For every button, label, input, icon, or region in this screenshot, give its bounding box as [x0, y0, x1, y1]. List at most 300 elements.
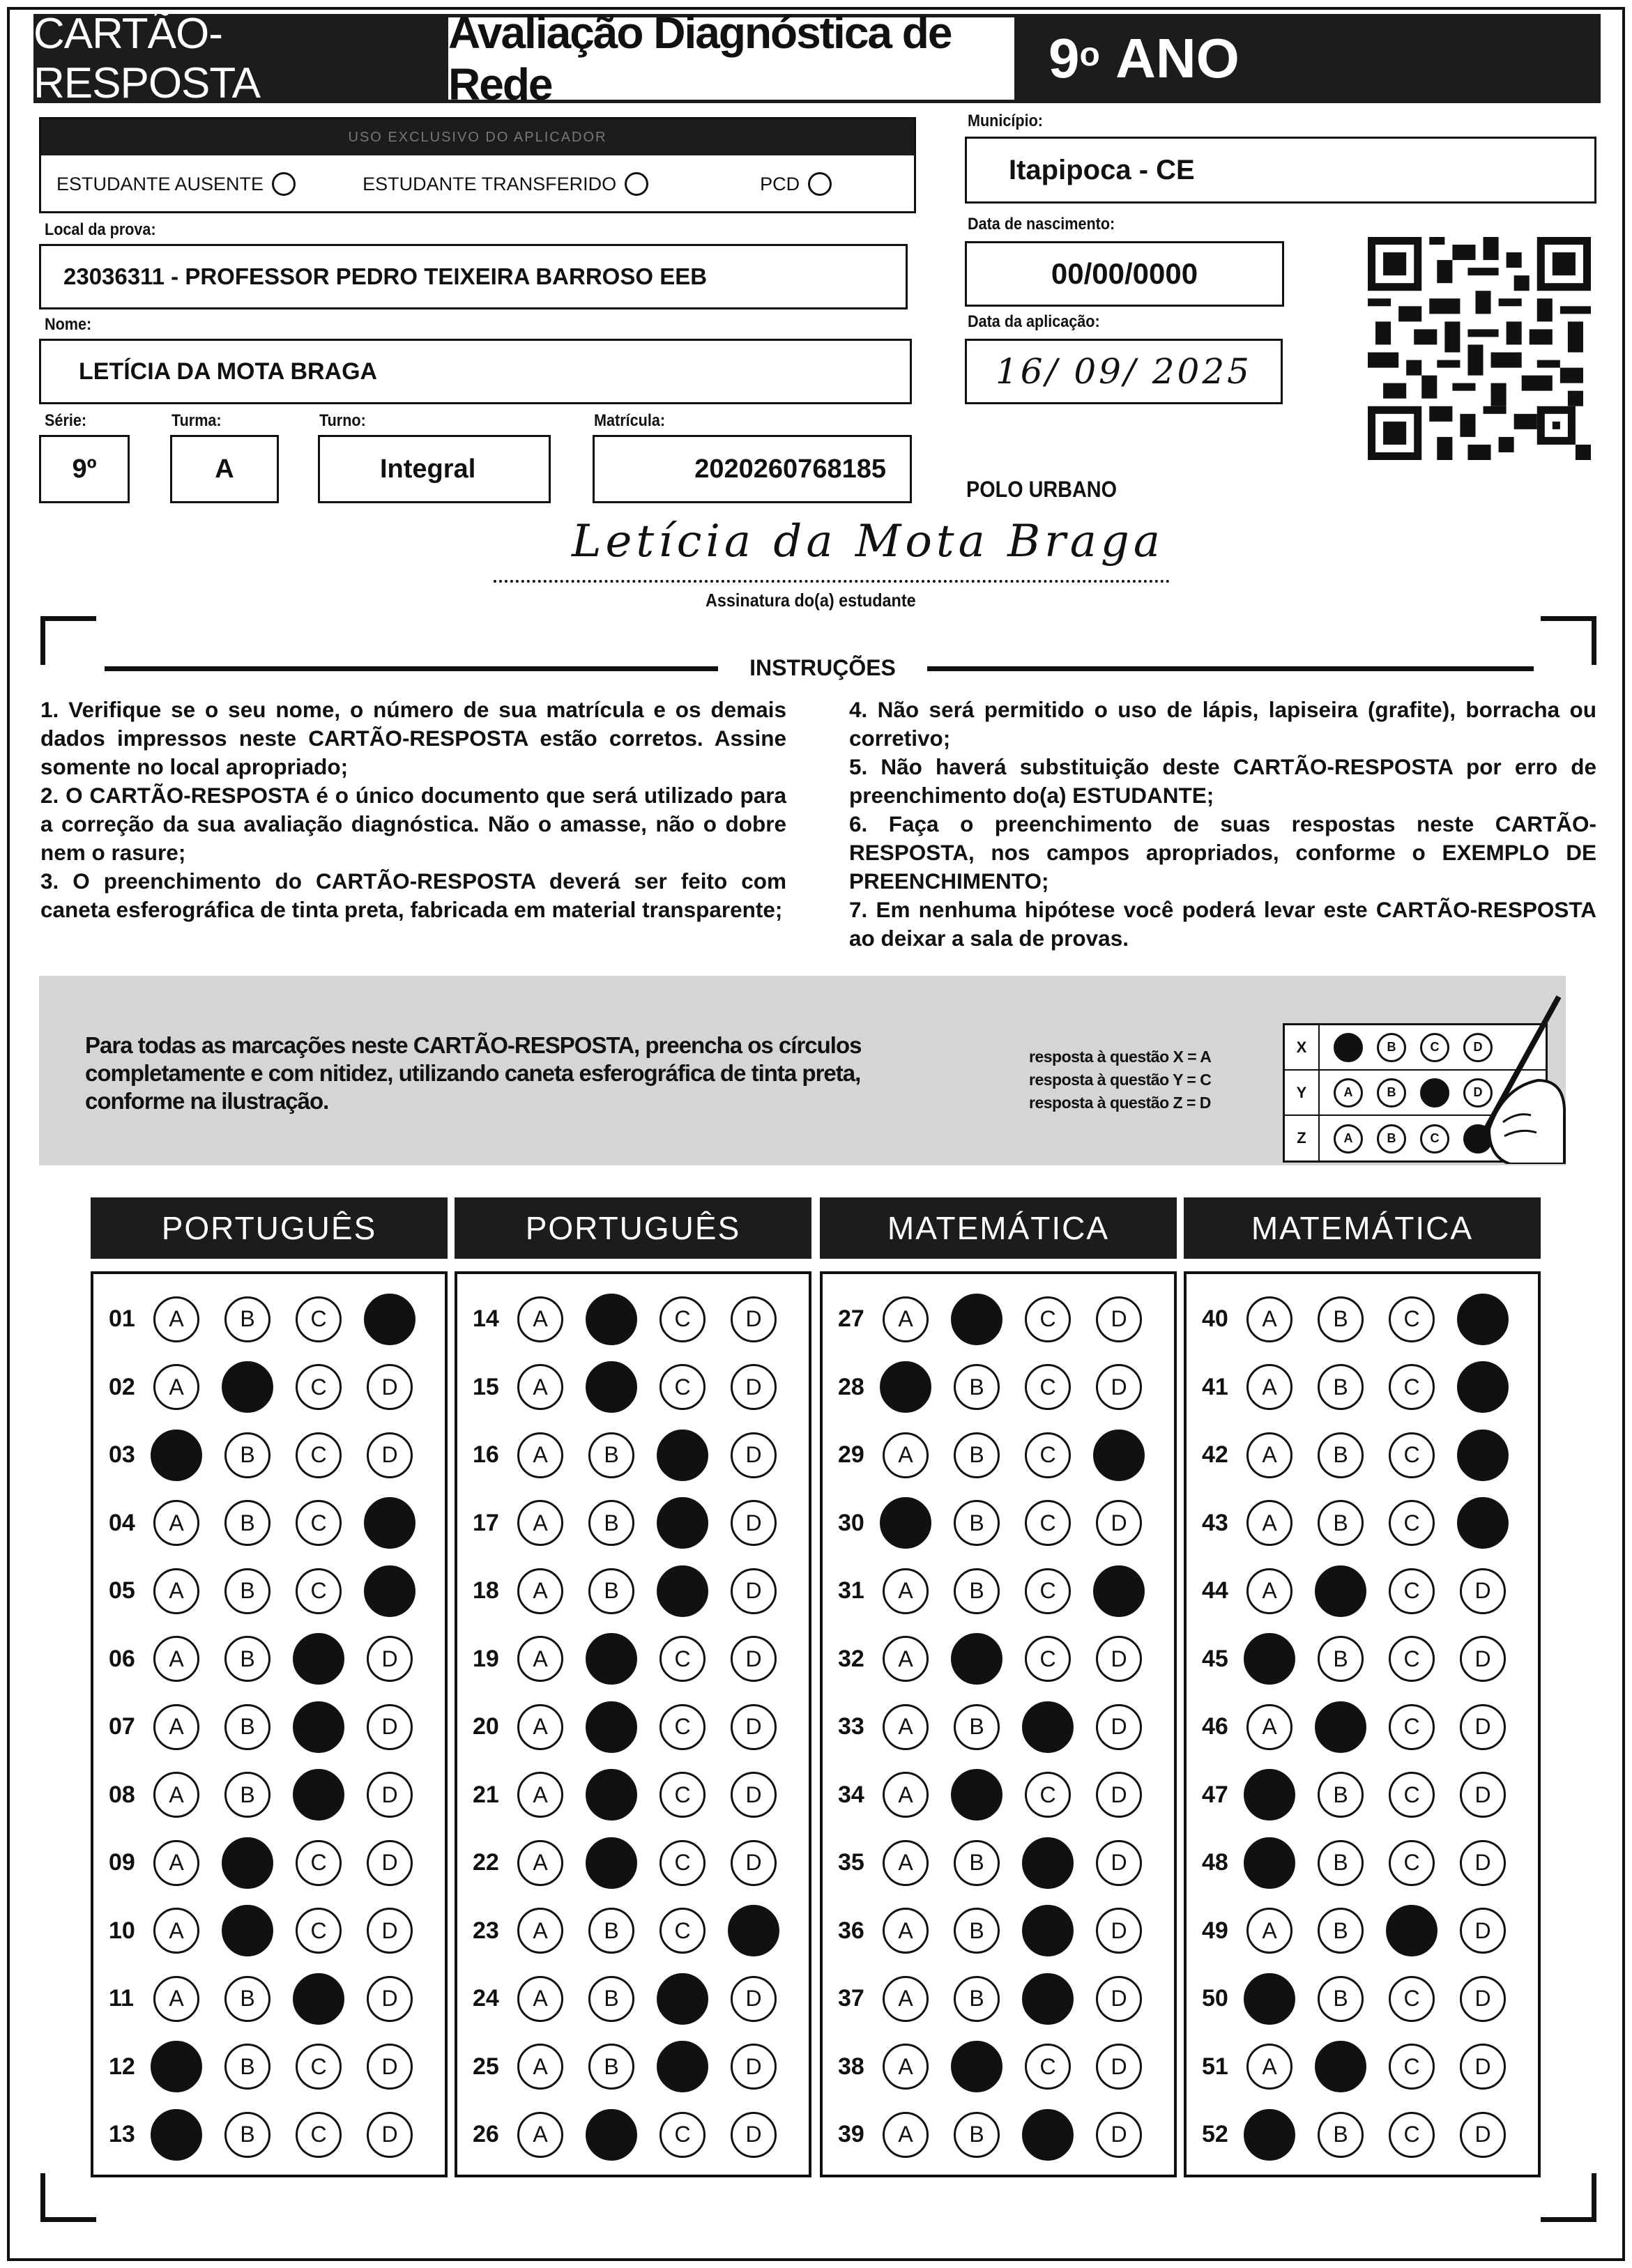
answer-bubble-b[interactable]: B: [954, 1976, 1000, 2022]
polo-text: POLO URBANO: [966, 477, 1117, 502]
answer-bubble-c[interactable]: C: [293, 1973, 344, 2025]
answer-bubble-b[interactable]: B: [1318, 1432, 1364, 1478]
answer-bubble-a[interactable]: A: [517, 1432, 563, 1478]
aplicacao-label: Data da aplicação:: [968, 312, 1100, 331]
answer-bubble-c[interactable]: C: [296, 1568, 342, 1614]
question-number: 38: [838, 2053, 864, 2080]
answer-bubble-c[interactable]: C: [1389, 2044, 1435, 2090]
answer-bubble-d[interactable]: D: [1457, 1294, 1509, 1345]
question-row: [823, 1354, 1174, 1422]
answer-bubble-b[interactable]: B: [951, 2041, 1002, 2092]
question-row: [1187, 1421, 1538, 1489]
answer-bubble-a[interactable]: A: [1246, 1432, 1292, 1478]
answer-bubble-a[interactable]: A: [883, 1296, 929, 1342]
answer-bubble-b[interactable]: B: [224, 1772, 270, 1818]
answer-bubble-b[interactable]: B: [224, 1432, 270, 1478]
question-number: 02: [109, 1373, 135, 1400]
name-label: Nome:: [45, 315, 92, 334]
answer-bubble-d[interactable]: D: [1460, 1840, 1506, 1886]
answer-bubble-d[interactable]: D: [731, 2044, 777, 2090]
answer-bubble-d[interactable]: D: [1096, 1908, 1142, 1954]
answer-bubble-b[interactable]: B: [586, 1361, 637, 1413]
answer-bubble-d[interactable]: D: [1460, 1908, 1506, 1954]
answer-bubble-d[interactable]: D: [731, 1840, 777, 1886]
answer-bubble-a[interactable]: A: [153, 1704, 199, 1750]
instruction-3: 3. O preenchimento do CARTÃO-RESPOSTA deverá ser feito com caneta esferográfica de tinta preta, fabricada em material transparente;: [40, 868, 786, 922]
applicator-box: [39, 117, 916, 213]
answer-bubble-d[interactable]: D: [1457, 1430, 1509, 1481]
answer-section: [455, 1197, 811, 2177]
answer-bubble-b[interactable]: B: [951, 1769, 1002, 1821]
answer-bubble-b[interactable]: B: [954, 1568, 1000, 1614]
question-row: [1187, 1489, 1538, 1558]
answer-bubble-a[interactable]: A: [517, 1568, 563, 1614]
answer-bubble-d[interactable]: D: [1096, 2044, 1142, 2090]
instructions-title: INSTRUÇÕES: [749, 655, 896, 680]
question-number: 25: [473, 2053, 499, 2080]
answer-bubble-a[interactable]: A: [517, 1500, 563, 1546]
answer-bubble-c[interactable]: C: [657, 1973, 708, 2025]
answer-bubble-b[interactable]: B: [588, 1432, 634, 1478]
answer-bubble-d[interactable]: D: [367, 1908, 413, 1954]
answer-bubble-d[interactable]: D: [367, 1636, 413, 1682]
answer-bubble-b[interactable]: B: [1318, 2112, 1364, 2158]
answer-bubble-b[interactable]: B: [588, 1908, 634, 1954]
answer-bubble-b[interactable]: B: [224, 1296, 270, 1342]
answer-bubble-b[interactable]: B: [1318, 1500, 1364, 1546]
answer-bubble-c[interactable]: C: [1025, 1296, 1071, 1342]
answer-bubble-b[interactable]: B: [954, 1704, 1000, 1750]
answer-bubble-c[interactable]: C: [1025, 1500, 1071, 1546]
answer-section: [820, 1197, 1177, 2177]
answer-bubble-a[interactable]: A: [883, 1704, 929, 1750]
answer-bubble-b[interactable]: B: [1315, 1565, 1366, 1617]
answer-bubble-b[interactable]: B: [954, 2112, 1000, 2158]
question-row: [823, 1829, 1174, 1897]
question-row: [93, 1625, 445, 1694]
answer-bubble-c[interactable]: C: [657, 1497, 708, 1549]
answer-bubble-a[interactable]: A: [1246, 1500, 1292, 1546]
question-number: 47: [1202, 1781, 1228, 1808]
example-bubble-b: B: [1377, 1124, 1406, 1154]
answer-bubble-a[interactable]: A: [883, 1908, 929, 1954]
answer-bubble-b[interactable]: B: [224, 2044, 270, 2090]
answer-bubble-d[interactable]: D: [367, 1432, 413, 1478]
question-row: [457, 1285, 809, 1354]
serie-field: 9º: [39, 435, 130, 503]
answer-bubble-c[interactable]: C: [293, 1769, 344, 1821]
question-row: [823, 2033, 1174, 2101]
corner-top-left: [40, 616, 96, 665]
answer-bubble-c[interactable]: C: [296, 1500, 342, 1546]
answer-bubble-c[interactable]: C: [1022, 1837, 1074, 1889]
answer-bubble-c[interactable]: C: [1389, 1432, 1435, 1478]
answer-bubble-c[interactable]: C: [659, 1772, 706, 1818]
question-row: [823, 1761, 1174, 1830]
answer-bubble-c[interactable]: C: [1025, 1636, 1071, 1682]
answer-bubble-a[interactable]: A: [151, 2041, 202, 2092]
answer-bubble-d[interactable]: D: [1093, 1565, 1145, 1617]
answer-bubble-b[interactable]: B: [222, 1837, 273, 1889]
instructions-rule-left: [105, 666, 718, 671]
answer-bubble-c[interactable]: C: [1025, 1432, 1071, 1478]
corner-top-right: [1541, 616, 1596, 665]
question-number: 28: [838, 1373, 864, 1400]
answer-bubble-d[interactable]: D: [1096, 2112, 1142, 2158]
answer-bubble-b[interactable]: B: [224, 2112, 270, 2158]
answer-bubble-a[interactable]: A: [883, 1568, 929, 1614]
answer-bubble-c[interactable]: C: [657, 1565, 708, 1617]
question-row: [1187, 1557, 1538, 1625]
question-number: 05: [109, 1577, 135, 1604]
answer-bubble-a[interactable]: A: [1246, 1364, 1292, 1410]
answer-bubble-a[interactable]: A: [1244, 2109, 1295, 2161]
section-title: PORTUGUÊS: [455, 1197, 811, 1259]
transferred-label: ESTUDANTE TRANSFERIDO: [363, 173, 617, 194]
answer-bubble-b[interactable]: B: [954, 1500, 1000, 1546]
answer-bubble-c[interactable]: C: [659, 1364, 706, 1410]
answer-bubble-c[interactable]: C: [1389, 1840, 1435, 1886]
answer-bubble-b[interactable]: B: [1315, 2041, 1366, 2092]
example-bubble-c: C: [1420, 1078, 1449, 1108]
answer-bubble-a[interactable]: A: [517, 1636, 563, 1682]
answer-bubble-c[interactable]: C: [659, 1636, 706, 1682]
answer-bubble-b[interactable]: B: [224, 1976, 270, 2022]
answer-bubble-a[interactable]: A: [883, 2112, 929, 2158]
absent-bubble[interactable]: [272, 172, 296, 196]
answer-bubble-a[interactable]: A: [517, 1976, 563, 2022]
answer-bubble-a[interactable]: A: [153, 1296, 199, 1342]
answer-bubble-b[interactable]: B: [224, 1500, 270, 1546]
example-bubble-d: D: [1463, 1033, 1493, 1062]
turma-label: Turma:: [171, 411, 222, 430]
answer-bubble-c[interactable]: C: [296, 1840, 342, 1886]
question-number: 41: [1202, 1373, 1228, 1400]
example-bubble-c: C: [1420, 1033, 1449, 1062]
turma-field: A: [170, 435, 279, 503]
answer-bubble-d[interactable]: D: [1460, 1976, 1506, 2022]
question-number: 07: [109, 1713, 135, 1740]
section-title: PORTUGUÊS: [91, 1197, 448, 1259]
answer-bubble-a[interactable]: A: [883, 1772, 929, 1818]
answer-bubble-b[interactable]: B: [954, 1840, 1000, 1886]
question-row: [1187, 1829, 1538, 1897]
grade-title: [1018, 14, 1601, 103]
answer-bubble-a[interactable]: A: [1244, 1769, 1295, 1821]
answer-bubble-d[interactable]: D: [731, 2112, 777, 2158]
answer-bubble-d[interactable]: D: [1096, 1296, 1142, 1342]
question-row: [823, 1285, 1174, 1354]
answer-bubble-b[interactable]: B: [1318, 1840, 1364, 1886]
evaluation-title: Avaliação Diagnóstica de Rede: [445, 14, 1018, 103]
question-row: [93, 1829, 445, 1897]
answer-bubble-c[interactable]: C: [1022, 1905, 1074, 1956]
answer-bubble-d[interactable]: D: [1096, 1636, 1142, 1682]
answer-bubble-d[interactable]: D: [731, 1500, 777, 1546]
question-number: 44: [1202, 1577, 1228, 1604]
answer-bubble-b[interactable]: B: [224, 1704, 270, 1750]
answer-bubble-b[interactable]: B: [586, 1769, 637, 1821]
answer-bubble-a[interactable]: A: [153, 1364, 199, 1410]
example-text: Para todas as marcações neste CARTÃO-RESPOSTA, preencha os círculos completamente e com nitidez, utilizando caneta esferográfica de tinta preta, conforme na ilustração.: [85, 1032, 862, 1114]
answer-bubble-c[interactable]: C: [293, 1633, 344, 1685]
answer-bubble-a[interactable]: A: [153, 1500, 199, 1546]
answer-bubble-b[interactable]: B: [1315, 1701, 1366, 1753]
answer-bubble-a[interactable]: A: [1246, 1908, 1292, 1954]
answer-bubble-c[interactable]: C: [1022, 1973, 1074, 2025]
answer-bubble-b[interactable]: B: [586, 1837, 637, 1889]
answer-bubble-b[interactable]: B: [586, 1633, 637, 1685]
answer-bubble-d[interactable]: D: [731, 1364, 777, 1410]
question-row: [93, 1421, 445, 1489]
transferred-bubble[interactable]: [625, 172, 648, 196]
question-number: 29: [838, 1441, 864, 1469]
answer-bubble-b[interactable]: B: [586, 2109, 637, 2161]
turno-label: Turno:: [319, 411, 366, 430]
question-row: [93, 2033, 445, 2101]
answer-bubble-c[interactable]: C: [659, 2112, 706, 2158]
aplicacao-field[interactable]: 16/ 09/ 2025: [965, 339, 1283, 404]
answer-bubble-c[interactable]: C: [1025, 2044, 1071, 2090]
answer-bubble-b[interactable]: B: [588, 1500, 634, 1546]
answer-bubble-c[interactable]: C: [296, 2112, 342, 2158]
answer-bubble-d[interactable]: D: [728, 1905, 779, 1956]
answer-bubble-d[interactable]: D: [731, 1432, 777, 1478]
answer-bubble-b[interactable]: B: [954, 1364, 1000, 1410]
answer-bubble-a[interactable]: A: [1246, 1568, 1292, 1614]
answer-bubble-b[interactable]: B: [1318, 1636, 1364, 1682]
answer-bubble-c[interactable]: C: [1389, 1772, 1435, 1818]
question-number: 26: [473, 2121, 499, 2148]
answer-bubble-a[interactable]: A: [1246, 1296, 1292, 1342]
question-row: [93, 1557, 445, 1625]
answer-bubble-c[interactable]: C: [657, 1430, 708, 1481]
answer-bubble-a[interactable]: A: [517, 1840, 563, 1886]
answer-bubble-c[interactable]: C: [1386, 1905, 1437, 1956]
question-number: 32: [838, 1645, 864, 1672]
answer-bubble-c[interactable]: C: [1025, 1568, 1071, 1614]
answer-bubble-d[interactable]: D: [731, 1568, 777, 1614]
question-row: [1187, 2033, 1538, 2101]
answer-bubble-b[interactable]: B: [222, 1905, 273, 1956]
answer-bubble-a[interactable]: A: [517, 1704, 563, 1750]
answer-bubble-d[interactable]: D: [1096, 1500, 1142, 1546]
answer-bubble-d[interactable]: D: [364, 1565, 415, 1617]
answer-bubble-a[interactable]: A: [153, 1840, 199, 1886]
answer-bubble-d[interactable]: D: [364, 1294, 415, 1345]
answer-bubble-d[interactable]: D: [1093, 1430, 1145, 1481]
answer-bubble-b[interactable]: B: [588, 1976, 634, 2022]
question-row: [1187, 1965, 1538, 2033]
answer-bubble-d[interactable]: D: [367, 1840, 413, 1886]
answer-bubble-d[interactable]: D: [1096, 1772, 1142, 1818]
answer-bubble-a[interactable]: A: [151, 1430, 202, 1481]
answer-bubble-a[interactable]: A: [1246, 1704, 1292, 1750]
answer-bubble-a[interactable]: A: [517, 2112, 563, 2158]
example-bubble-b: B: [1377, 1033, 1406, 1062]
answer-bubble-c[interactable]: C: [659, 1296, 706, 1342]
question-row: [1187, 1354, 1538, 1422]
question-number: 06: [109, 1645, 135, 1672]
answer-bubble-c[interactable]: C: [1025, 1772, 1071, 1818]
answer-bubble-a[interactable]: A: [517, 1772, 563, 1818]
example-legend-y: resposta à questão Y = C: [1029, 1071, 1212, 1089]
question-number: 23: [473, 1917, 499, 1944]
answer-bubble-c[interactable]: C: [659, 1840, 706, 1886]
answer-bubble-d[interactable]: D: [367, 1772, 413, 1818]
answer-section: [1184, 1197, 1541, 2177]
answer-bubble-c[interactable]: C: [1389, 1636, 1435, 1682]
answer-bubble-a[interactable]: A: [153, 1568, 199, 1614]
answer-bubble-d[interactable]: D: [367, 1704, 413, 1750]
question-number: 12: [109, 2053, 135, 2080]
answer-bubble-d[interactable]: D: [731, 1296, 777, 1342]
answer-bubble-a[interactable]: A: [151, 2109, 202, 2161]
answer-bubble-c[interactable]: C: [296, 1364, 342, 1410]
question-row: [93, 1761, 445, 1830]
answer-bubble-b[interactable]: B: [954, 1432, 1000, 1478]
question-number: 46: [1202, 1713, 1228, 1740]
answer-bubble-b[interactable]: B: [1318, 1908, 1364, 1954]
answer-bubble-a[interactable]: A: [517, 1364, 563, 1410]
answer-bubble-d[interactable]: D: [364, 1497, 415, 1549]
answer-bubble-c[interactable]: C: [1389, 1976, 1435, 2022]
answer-bubble-a[interactable]: A: [517, 1296, 563, 1342]
student-signature: Letícia da Mota Braga: [572, 516, 1165, 567]
answer-bubble-c[interactable]: C: [1389, 1296, 1435, 1342]
question-row: [1187, 1897, 1538, 1966]
pcd-bubble[interactable]: [808, 172, 832, 196]
answer-bubble-d[interactable]: D: [1460, 2112, 1506, 2158]
answer-bubble-a[interactable]: A: [1246, 2044, 1292, 2090]
answer-bubble-b[interactable]: B: [1318, 1296, 1364, 1342]
answer-bubble-d[interactable]: D: [1457, 1497, 1509, 1549]
answer-bubble-c[interactable]: C: [1389, 2112, 1435, 2158]
answer-bubble-b[interactable]: B: [1318, 1364, 1364, 1410]
answer-bubble-a[interactable]: A: [880, 1497, 931, 1549]
answer-bubble-d[interactable]: D: [1460, 1568, 1506, 1614]
question-row: [823, 1421, 1174, 1489]
answer-bubble-d[interactable]: D: [731, 1976, 777, 2022]
question-number: 34: [838, 1781, 864, 1808]
question-row: [457, 1625, 809, 1694]
answer-bubble-a[interactable]: A: [517, 2044, 563, 2090]
answer-bubble-b[interactable]: B: [1318, 1976, 1364, 2022]
answer-bubble-b[interactable]: B: [586, 1294, 637, 1345]
answer-bubble-a[interactable]: A: [883, 2044, 929, 2090]
matricula-label: Matrícula:: [594, 411, 666, 430]
answer-bubble-b[interactable]: B: [588, 2044, 634, 2090]
answer-bubble-c[interactable]: C: [1022, 2109, 1074, 2161]
answer-bubble-d[interactable]: D: [1460, 2044, 1506, 2090]
answer-bubble-d[interactable]: D: [1096, 1364, 1142, 1410]
question-number: 33: [838, 1713, 864, 1740]
question-row: [457, 2101, 809, 2169]
answer-bubble-a[interactable]: A: [883, 1432, 929, 1478]
answer-bubble-d[interactable]: D: [1096, 1704, 1142, 1750]
instruction-1: 1. Verifique se o seu nome, o número de sua matrícula e os demais dados impressos neste CARTÃO-RESPOSTA estão corretos. Assine somente no local apropriado;: [40, 697, 786, 779]
answer-bubble-a[interactable]: A: [1244, 1837, 1295, 1889]
answer-bubble-c[interactable]: C: [1389, 1704, 1435, 1750]
answer-bubble-b[interactable]: B: [951, 1294, 1002, 1345]
answer-bubble-a[interactable]: A: [153, 1976, 199, 2022]
answer-bubble-c[interactable]: C: [296, 1432, 342, 1478]
example-bubble-a: A: [1334, 1033, 1363, 1062]
answer-bubble-c[interactable]: C: [296, 2044, 342, 2090]
answer-bubble-c[interactable]: C: [659, 1908, 706, 1954]
question-number: 31: [838, 1577, 864, 1604]
answer-bubble-d[interactable]: D: [1460, 1636, 1506, 1682]
answer-bubble-a[interactable]: A: [880, 1361, 931, 1413]
local-field: 23036311 - PROFESSOR PEDRO TEIXEIRA BARROSO EEB: [39, 244, 908, 309]
answer-bubble-a[interactable]: A: [1244, 1973, 1295, 2025]
instruction-2: 2. O CARTÃO-RESPOSTA é o único documento que será utilizado para a correção da sua avaliação diagnóstica. Não o amasse, não o dobre nem o rasure;: [40, 783, 786, 865]
answer-bubble-d[interactable]: D: [1457, 1361, 1509, 1413]
answer-bubble-d[interactable]: D: [731, 1636, 777, 1682]
answer-bubble-d[interactable]: D: [367, 2044, 413, 2090]
answer-bubble-c[interactable]: C: [1389, 1500, 1435, 1546]
answer-bubble-d[interactable]: D: [1096, 1840, 1142, 1886]
answer-bubble-d[interactable]: D: [731, 1772, 777, 1818]
answer-bubble-c[interactable]: C: [296, 1296, 342, 1342]
question-number: 48: [1202, 1849, 1228, 1876]
answer-bubble-b[interactable]: B: [224, 1568, 270, 1614]
answer-bubble-d[interactable]: D: [1460, 1704, 1506, 1750]
answer-bubble-d[interactable]: D: [367, 2112, 413, 2158]
answer-bubble-d[interactable]: D: [1096, 1976, 1142, 2022]
answer-bubble-d[interactable]: D: [367, 1976, 413, 2022]
answer-bubble-c[interactable]: C: [296, 1908, 342, 1954]
answer-bubble-a[interactable]: A: [883, 1840, 929, 1886]
answer-bubble-c[interactable]: C: [1025, 1364, 1071, 1410]
answer-bubble-a[interactable]: A: [153, 1772, 199, 1818]
answer-bubble-a[interactable]: A: [517, 1908, 563, 1954]
example-bubble-d: D: [1463, 1078, 1493, 1108]
answer-bubble-b[interactable]: B: [954, 1908, 1000, 1954]
serie-label: Série:: [45, 411, 87, 430]
answer-bubble-a[interactable]: A: [153, 1908, 199, 1954]
answer-bubble-c[interactable]: C: [659, 1704, 706, 1750]
answer-bubble-a[interactable]: A: [883, 1636, 929, 1682]
answer-bubble-b[interactable]: B: [951, 1633, 1002, 1685]
card-title: CARTÃO-RESPOSTA: [33, 14, 445, 103]
answer-bubble-b[interactable]: B: [588, 1568, 634, 1614]
instruction-7: 7. Em nenhuma hipótese você poderá levar este CARTÃO-RESPOSTA ao deixar a sala de provas.: [849, 897, 1596, 951]
answer-bubble-d[interactable]: D: [367, 1364, 413, 1410]
answer-bubble-b[interactable]: B: [586, 1701, 637, 1753]
grade-number: 9: [1048, 27, 1080, 89]
answer-bubble-c[interactable]: C: [1389, 1364, 1435, 1410]
answer-bubble-c[interactable]: C: [1389, 1568, 1435, 1614]
answer-bubble-b[interactable]: B: [222, 1361, 273, 1413]
answer-bubble-c[interactable]: C: [657, 2041, 708, 2092]
answer-bubble-d[interactable]: D: [731, 1704, 777, 1750]
section-body: [1184, 1271, 1541, 2177]
answer-bubble-a[interactable]: A: [1244, 1633, 1295, 1685]
answer-bubble-d[interactable]: D: [1460, 1772, 1506, 1818]
answer-bubble-a[interactable]: A: [883, 1976, 929, 2022]
question-number: 39: [838, 2121, 864, 2148]
answer-bubble-a[interactable]: A: [153, 1636, 199, 1682]
answer-bubble-c[interactable]: C: [293, 1701, 344, 1753]
answer-section: [91, 1197, 448, 2177]
answer-bubble-c[interactable]: C: [1022, 1701, 1074, 1753]
filling-example: [39, 976, 1566, 1165]
answer-bubble-b[interactable]: B: [224, 1636, 270, 1682]
question-row: [823, 1897, 1174, 1966]
answer-bubble-b[interactable]: B: [1318, 1772, 1364, 1818]
question-row: [823, 1693, 1174, 1761]
